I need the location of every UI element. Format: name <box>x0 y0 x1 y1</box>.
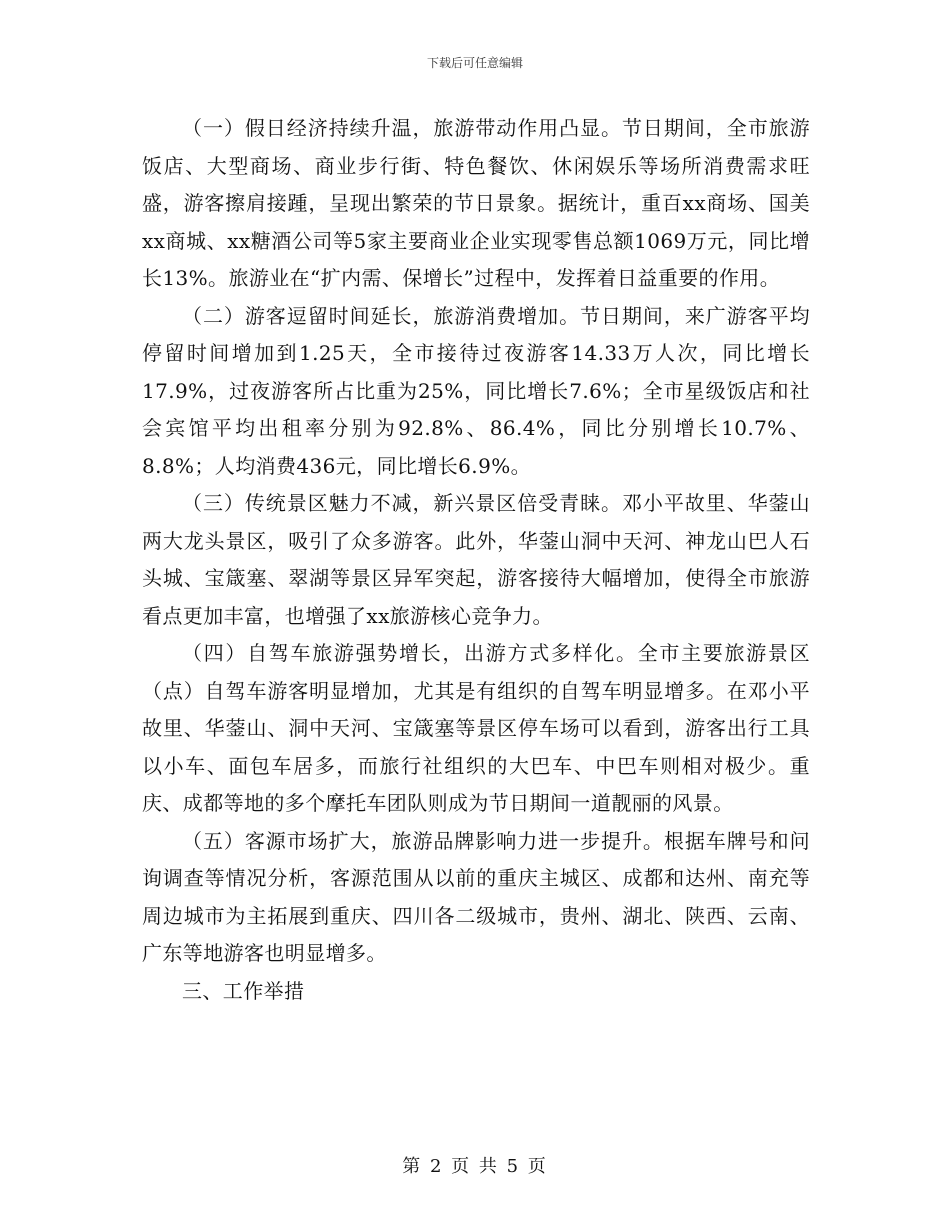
paragraph-holiday-economy: （一）假日经济持续升温，旅游带动作用凸显。节日期间，全市旅游饭店、大型商场、商业步行街、特色餐饮、休闲娱乐等场所消费需求旺盛，游客擦肩接踵，呈现出繁荣的节日景象。据统计，重百xx商场、国美xx商城、xx糖酒公司等5家主要商业企业实现零售总额1069万元，同比增长13%。旅游业在“扩内需、保增长”过程中，发挥着日益重要的作用。 <box>142 116 810 290</box>
paragraph-stay-duration: （二）游客逗留时间延长，旅游消费增加。节日期间，来广游客平均停留时间增加到1.25天，全市接待过夜游客14.33万人次，同比增长17.9%，过夜游客所占比重为25%，同比增长7.6%；全市星级饭店和社会宾馆平均出租率分别为92.8%、86.4%，同比分别增长10.7%、8.8%；人均消费436元，同比增长6.9%。 <box>142 303 810 478</box>
page-number-footer: 第 2 页 共 5 页 <box>402 1156 548 1177</box>
document-body <box>142 110 810 1010</box>
section-heading-work-measures: 三、工作举措 <box>182 978 305 1003</box>
page-header-note: 下载后可任意编辑 <box>426 56 523 70</box>
paragraph-scenic-areas: （三）传统景区魅力不减，新兴景区倍受青睐。邓小平故里、华蓥山两大龙头景区，吸引了众多游客。此外，华蓥山洞中天河、神龙山巴人石头城、宝箴塞、翠湖等景区异军突起，游客接待大幅增加，使得全市旅游看点更加丰富，也增强了xx旅游核心竞争力。 <box>142 491 810 628</box>
paragraph-source-market: （五）客源市场扩大，旅游品牌影响力进一步提升。根据车牌号和问询调查等情况分析，客源范围从以前的重庆主城区、成都和达州、南充等周边城市为主拓展到重庆、四川各二级城市，贵州、湖北、陕西、云南、广东等地游客也明显增多。 <box>142 828 810 965</box>
paragraph-self-drive: （四）自驾车旅游强势增长，出游方式多样化。全市主要旅游景区（点）自驾车游客明显增加，尤其是有组织的自驾车明显增多。在邓小平故里、华蓥山、洞中天河、宝箴塞等景区停车场可以看到，游客出行工具以小车、面包车居多，而旅行社组织的大巴车、中巴车则相对极少。重庆、成都等地的多个摩托车团队则成为节日期间一道靓丽的风景。 <box>142 641 810 815</box>
